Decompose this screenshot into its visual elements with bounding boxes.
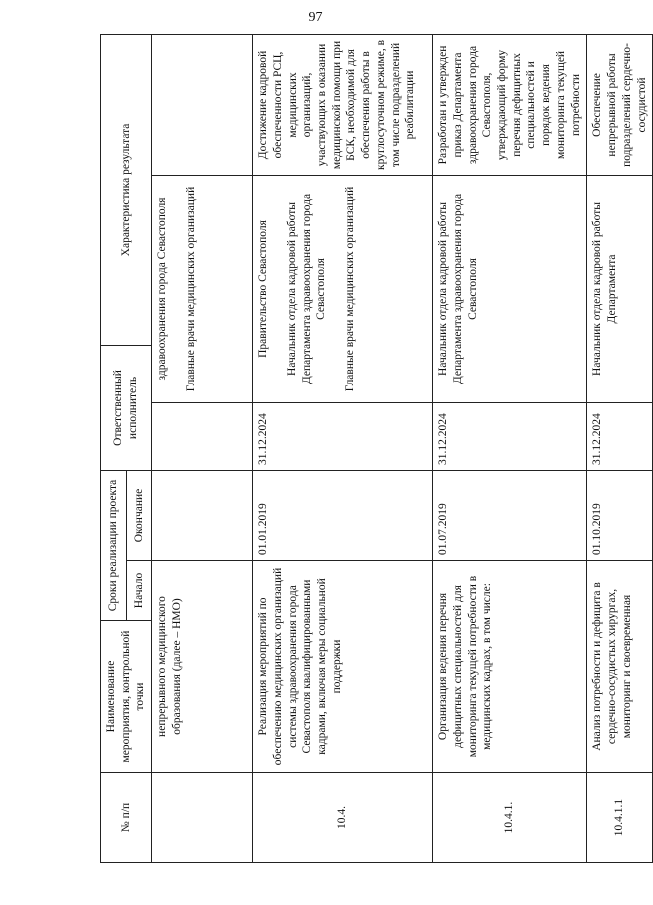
row-responsible bbox=[253, 175, 433, 402]
row-responsible bbox=[587, 175, 653, 402]
row-start: 01.01.2019 bbox=[253, 470, 433, 560]
row-result: Обеспечение непрерывной работы подразделений сердечно-сосудистой bbox=[587, 34, 653, 175]
header-start: Начало bbox=[126, 561, 152, 621]
row-end: 31.12.2024 bbox=[587, 402, 653, 470]
responsible-line: Главные врачи медицинских организаций bbox=[184, 186, 197, 392]
responsible-line: Начальник отдела кадровой работы Департамента здравоохранения города Севастополя bbox=[285, 193, 328, 385]
row-num: 10.4.1. bbox=[433, 773, 587, 863]
row-start: 01.10.2019 bbox=[587, 470, 653, 560]
row-num bbox=[152, 773, 253, 863]
responsible-line: здравоохранения города Севастополя bbox=[156, 197, 169, 381]
row-name: Организация ведения перечня дефицитных специальностей для мониторинга текущей потребности в медицинских кадрах, в том числе: bbox=[433, 561, 587, 773]
page-number: 97 bbox=[308, 10, 323, 25]
row-start: 01.07.2019 bbox=[433, 470, 587, 560]
row-num: 10.4. bbox=[253, 773, 433, 863]
header-name: Наименование мероприятия, контрольной точки bbox=[101, 621, 152, 773]
header-row-1 bbox=[101, 34, 127, 862]
row-result bbox=[152, 34, 253, 175]
header-result: Характеристика результата bbox=[101, 34, 152, 345]
row-end: 31.12.2024 bbox=[253, 402, 433, 470]
row-num: 10.4.1.1 bbox=[587, 773, 653, 863]
row-name: Анализ потребности и дефицита в сердечно-сосудистых хирургах, мониторинг и своевременная bbox=[587, 561, 653, 773]
row-responsible bbox=[152, 175, 253, 402]
plan-table bbox=[100, 34, 653, 863]
row-result: Разработан и утвержден приказ Департамента здравоохранения города Севастополя, утверждающий форму перечня дефицитных специальностей и порядок ведения мониторинга текущей потребности bbox=[433, 34, 587, 175]
table-row bbox=[253, 34, 433, 862]
row-result: Достижение кадровой обеспеченности РСЦ, медицинских организаций, участвующих в оказании медицинской помощи при БСК, необходимой для обеспечения работы в круглосуточном режиме, в том числе подразделений реабилитации bbox=[253, 34, 433, 175]
responsible-line: Главные врачи медицинских организаций bbox=[344, 186, 357, 392]
header-end: Окончание bbox=[126, 470, 152, 560]
responsible-line: Правительство Севастополя bbox=[257, 220, 270, 358]
header-responsible: Ответственный исполнитель bbox=[101, 345, 152, 470]
table-row bbox=[587, 34, 653, 862]
row-end bbox=[152, 402, 253, 470]
responsible-line: Начальник отдела кадровой работы Департамента bbox=[591, 202, 619, 376]
row-name: непрерывного медицинского образования (далее – НМО) bbox=[152, 561, 253, 773]
header-num: № п/п bbox=[101, 773, 152, 863]
row-end: 31.12.2024 bbox=[433, 402, 587, 470]
table-row bbox=[152, 34, 253, 862]
table-row bbox=[433, 34, 587, 862]
header-period: Сроки реализации проекта bbox=[101, 470, 127, 620]
responsible-line: Начальник отдела кадровой работы Департамента здравоохранения города Севастополя bbox=[437, 193, 479, 385]
row-responsible bbox=[433, 175, 587, 402]
row-name: Реализация мероприятий по обеспечению медицинских организаций системы здравоохранения города Севастополя квалифицированными кадрами, включая меры социальной поддержки bbox=[253, 561, 433, 773]
table-wrapper bbox=[100, 35, 648, 863]
row-start bbox=[152, 470, 253, 560]
